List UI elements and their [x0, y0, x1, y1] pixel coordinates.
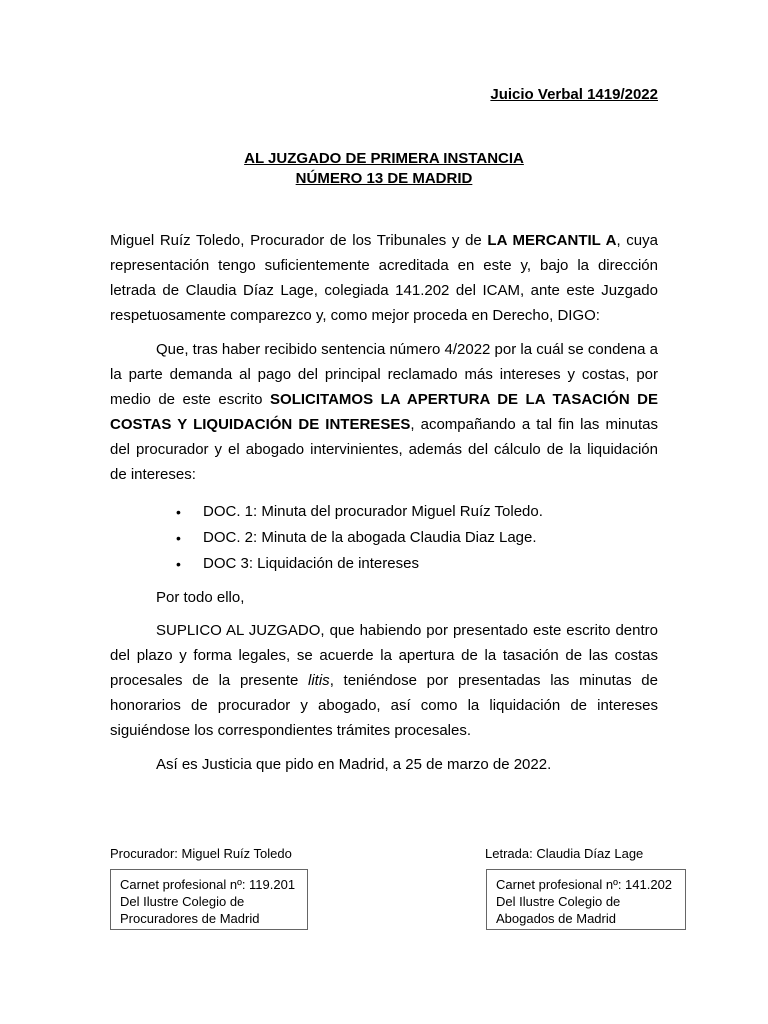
list-item-text: DOC. 2: Minuta de la abogada Claudia Diaz Lage.: [203, 529, 537, 546]
lawyer-credential-line-2: Del Ilustre Colegio de: [496, 894, 621, 909]
procurator-signature-label: Procurador: Miguel Ruíz Toledo: [110, 846, 292, 861]
paragraph-appearance-text-1: Miguel Ruíz Toledo, Procurador de los Tribunales y de: [110, 232, 488, 249]
lawyer-credential-line-3: Abogados de Madrid: [496, 911, 616, 926]
paragraph-appearance-text-2: , cuya representación tengo suficientemente acreditada en este y, bajo la dirección letrada de Claudia Díaz Lage, colegiada 141.202 del ICAM, ante este Juzgado respetuosamente comparezco y, como mejor proceda en Derecho, DIGO:: [110, 232, 658, 324]
court-heading: [0, 149, 768, 189]
procurator-credential-box: [110, 869, 308, 930]
paragraph-request-text-1: Que, tras haber recibido sentencia número 4/2022 por la cuál se condena a la parte demanda al pago del principal reclamado más intereses y costas, por medio de este escrito: [110, 341, 658, 408]
document-body: [110, 228, 658, 777]
bullet-icon: •: [176, 504, 181, 520]
litis-term: litis: [308, 672, 330, 689]
lawyer-credential-box: [486, 869, 686, 930]
list-item-text: DOC 3: Liquidación de intereses: [203, 555, 419, 572]
request-highlight: SOLICITAMOS LA APERTURA DE LA TASACIÓN DE COSTAS Y LIQUIDACIÓN DE INTERESES: [110, 391, 658, 433]
paragraph-appearance: [110, 228, 658, 328]
paragraph-request: [110, 337, 658, 487]
paragraph-request-text-2: , acompañando a tal fin las minutas del procurador y el abogado intervinientes, además del cálculo de la liquidación de intereses:: [110, 416, 658, 483]
court-heading-line-2: NÚMERO 13 DE MADRID: [295, 170, 473, 187]
court-heading-line-1: AL JUZGADO DE PRIMERA INSTANCIA: [244, 150, 524, 167]
list-item: [110, 525, 658, 551]
bullet-icon: •: [176, 556, 181, 572]
list-item: [110, 499, 658, 525]
procurator-credential-line-1: Carnet profesional nº: 119.201: [120, 877, 296, 892]
lawyer-credential-line-1: Carnet profesional nº: 141.202: [496, 877, 673, 892]
paragraph-petition-text-2: , teniéndose por presentadas las minutas de honorarios de procurador y abogado, así como la liquidación de intereses siguiéndose los correspondientes trámites procesales.: [110, 672, 658, 739]
client-name: LA MERCANTIL A: [487, 232, 617, 249]
list-item-text: DOC. 1: Minuta del procurador Miguel Ruíz Toledo.: [203, 503, 543, 520]
paragraph-petition: [110, 618, 658, 743]
bullet-icon: •: [176, 530, 181, 546]
paragraph-closing-intro: Por todo ello,: [156, 589, 245, 606]
paragraph-date-place: Así es Justicia que pido en Madrid, a 25 de marzo de 2022.: [156, 756, 552, 773]
case-reference: Juicio Verbal 1419/2022: [490, 86, 658, 103]
procurator-credential-line-2: Del Ilustre Colegio de: [120, 894, 245, 909]
lawyer-signature-label: Letrada: Claudia Díaz Lage: [485, 846, 644, 861]
procurator-credential-line-3: Procuradores de Madrid: [120, 911, 260, 926]
paragraph-petition-text-1: SUPLICO AL JUZGADO, que habiendo por presentado este escrito dentro del plazo y forma legales, se acuerde la apertura de la tasación de las costas procesales de la presente: [110, 622, 658, 689]
list-item: [110, 551, 658, 577]
document-list: [110, 499, 658, 577]
